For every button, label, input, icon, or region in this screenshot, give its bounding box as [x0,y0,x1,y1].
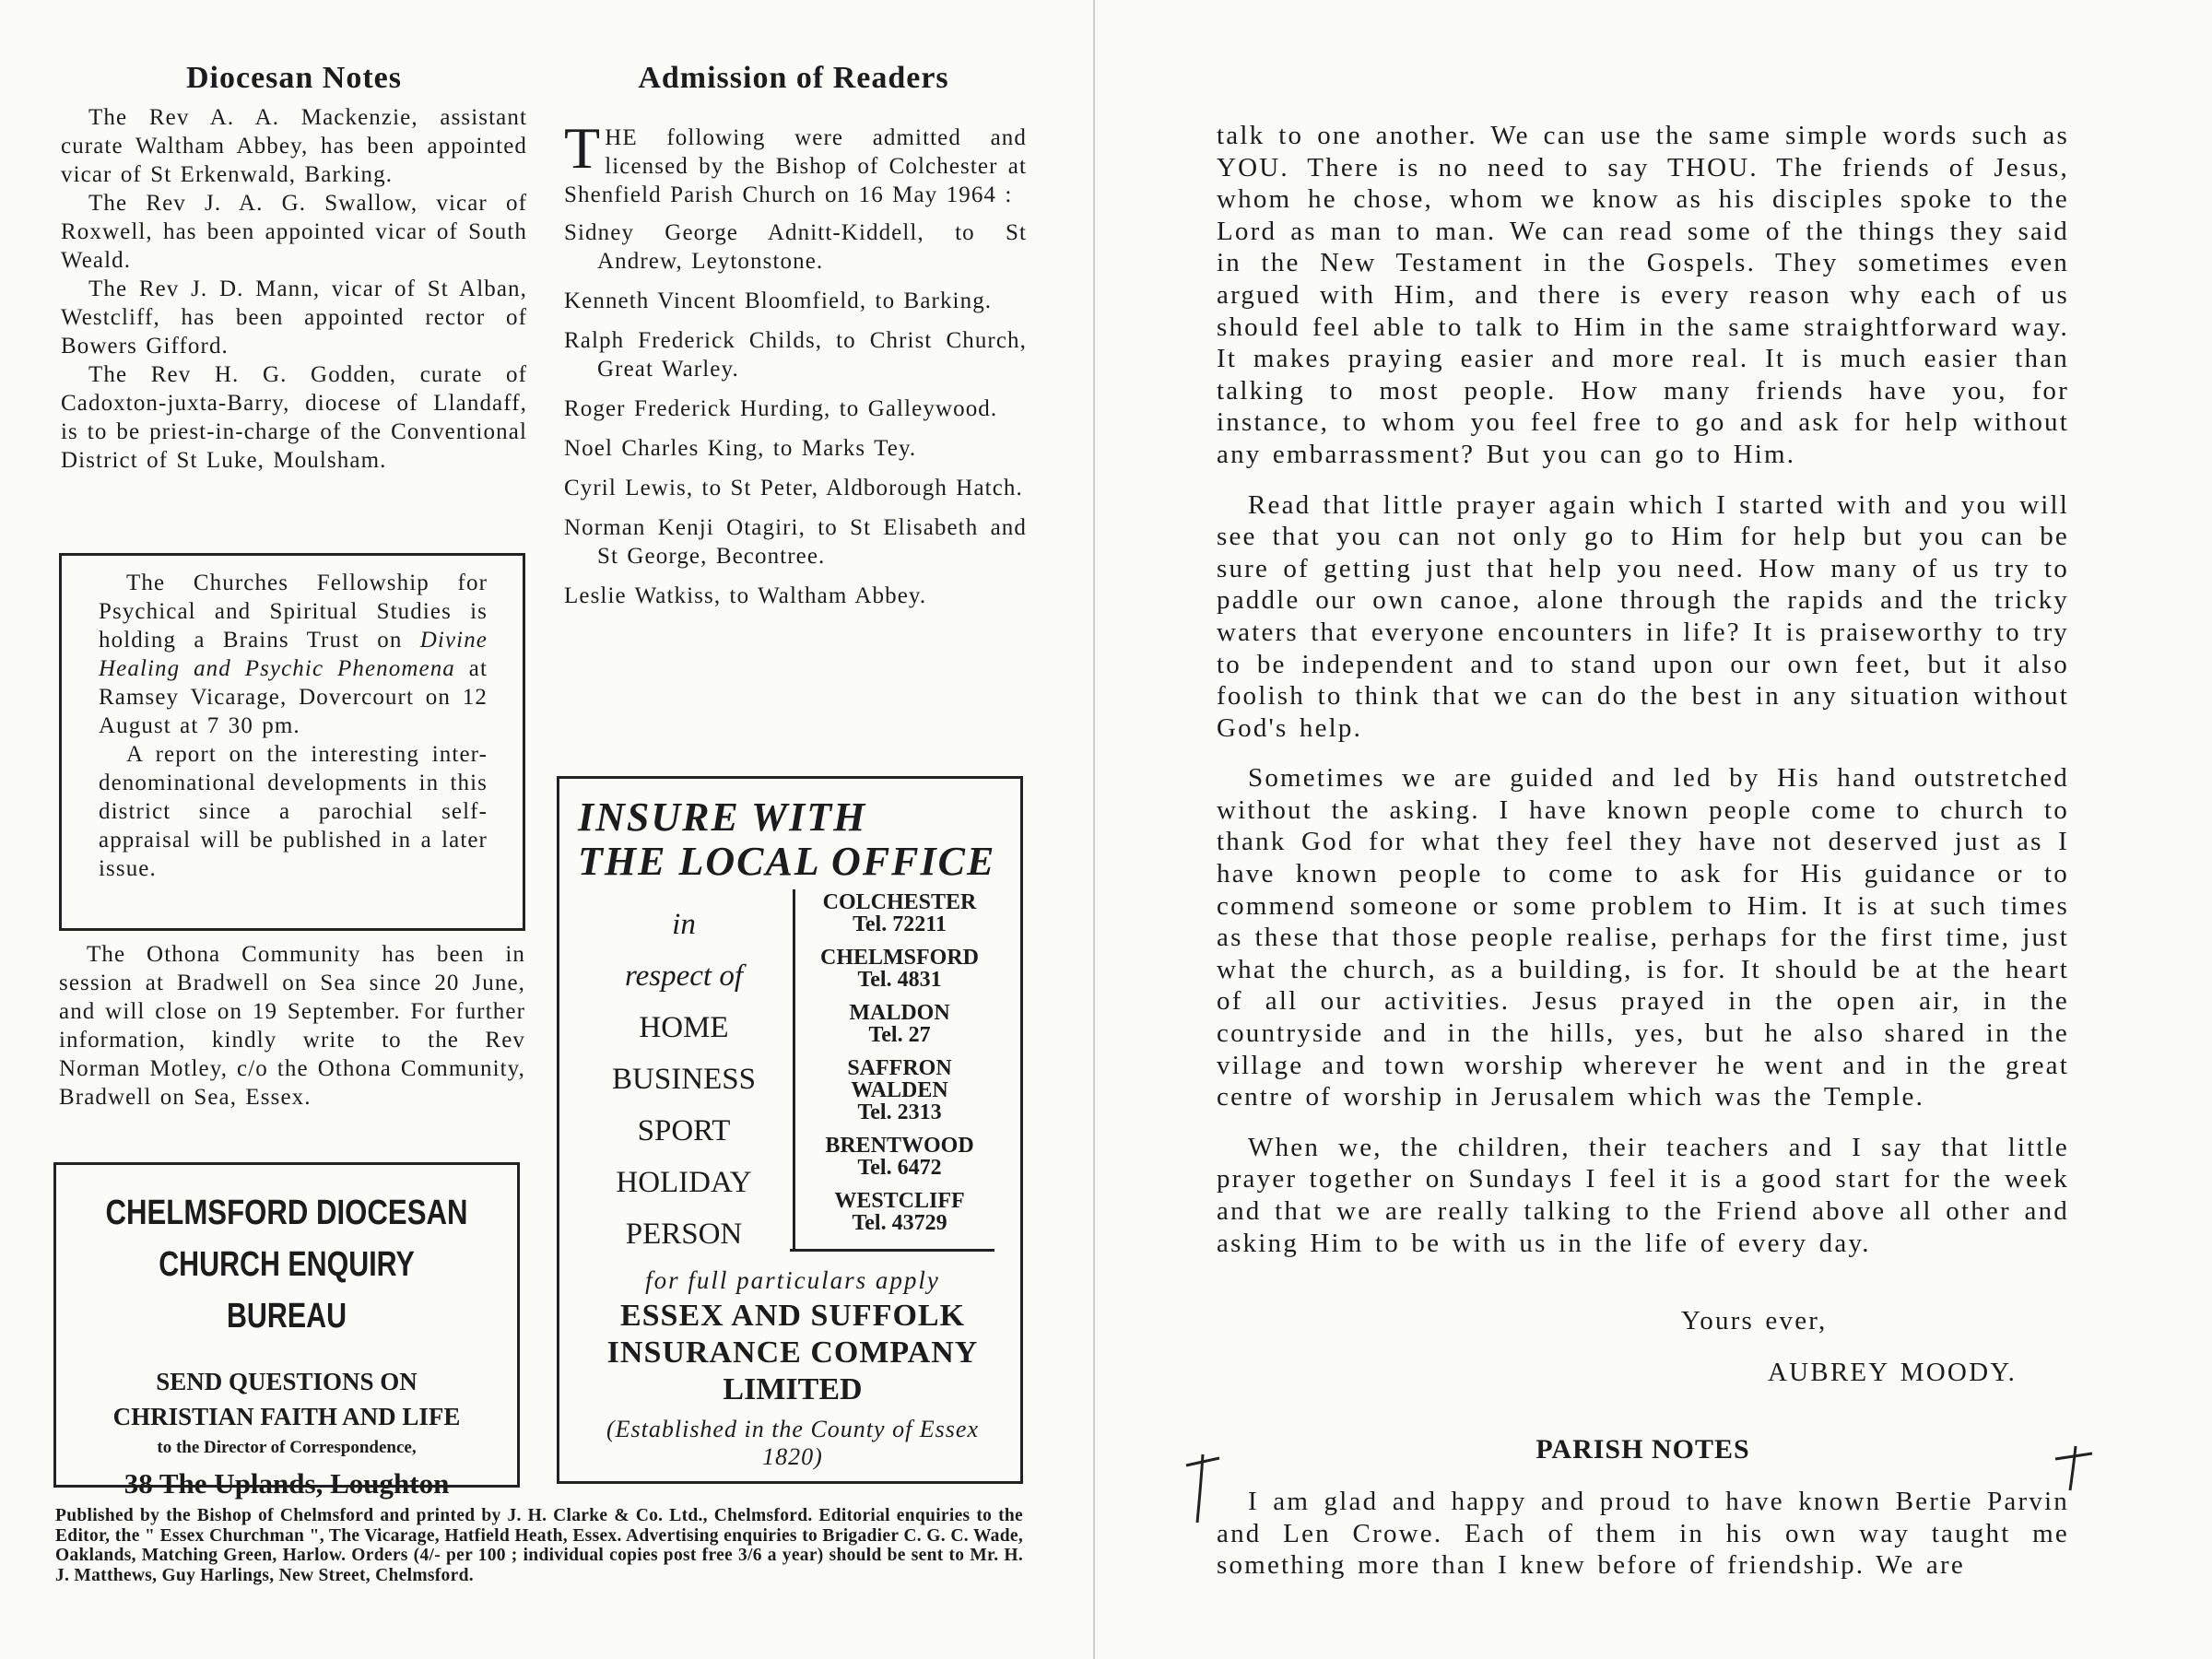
office: MALDON Tel. 27 [849,1001,950,1047]
reader-item: Leslie Watkiss, to Waltham Abbey. [564,583,927,608]
page-gutter [1093,0,1095,1659]
office-list [797,891,1002,1234]
drop-cap: T [564,115,602,181]
office: BRENTWOOD Tel. 6472 [825,1134,974,1180]
office: WESTCLIFF Tel. 43729 [834,1189,965,1235]
fellowship-notice-box [59,553,525,931]
reader-item: Kenneth Vincent Bloomfield, to Barking. [564,288,993,313]
publisher-footer: Published by the Bishop of Chelmsford and printed by J. H. Clarke & Co. Ltd., Chelmsford. Editorial enquiries to the Editor, the " Essex Churchman ", The Vicarage, Hatfield Heath, Essex. Advertising enquiries to Brigadier C. G. C. Wade, Oaklands, Matching Green, Harlow. Orders (4/- per 100 ; individual copies post free 3/6 a year) should be sent to Mr. H. J. Matthews, Guy Harlings, New Street, Chelmsford. [55,1506,1023,1585]
letter-signature: AUBREY MOODY. [1768,1358,2018,1387]
parish-notes-body: I am glad and happy and proud to have known Bertie Parvin and Len Crowe. Each of them in his own way taught me something more than I knew before of friendship. We are [1217,1487,2069,1581]
readers-intro: THE following were admitted and licensed by the Bishop of Colchester at Shenfield Parish Church on 16 May 1964 : [564,115,1027,207]
office: SAFFRON WALDEN Tel. 2313 [847,1056,952,1124]
letter-closing: Yours ever, [1681,1306,1828,1335]
office: COLCHESTER Tel. 72211 [822,890,977,936]
reader-item: Cyril Lewis, to St Peter, Aldborough Hatch. [564,476,1023,500]
handwritten-mark-left [1175,1447,1230,1530]
letter-paragraph: Sometimes we are guided and led by His hand outstretched without the asking. I have known people come to church to thank God for what they feel they have not deserved just as I have known people to come to ask for His guidance or to commend someone or some problem to Him. It is at such times as these that those people realise, perhaps for the first time, just what the church, as a building, is for. It should be at the heart of all our activities. Jesus prayed in the open air, in the countryside and in the hills, yes, but he also shared in the village and town worship wherever he went and in the great centre of worship in Jerusalem which was the Temple. [1217,763,2069,1112]
admission-readers-title: Admission of Readers [638,61,949,95]
bureau-line4: CHRISTIAN FAITH AND LIFE [112,1403,461,1430]
insurance-type: SPORT [637,1114,731,1147]
office-underline [790,1249,994,1252]
note-paragraph: The Rev A. A. Mackenzie, assistant curate Waltham Abbey, has been appointed vicar of St Erkenwald, Barking. [61,105,527,187]
bureau-line3: SEND QUESTIONS ON [156,1368,418,1395]
bureau-name-line1: CHELMSFORD DIOCESAN [105,1194,468,1232]
reader-item: Ralph Frederick Childs, to Christ Church, Great Warley. [564,328,1027,382]
bureau-line5: to the Director of Correspondence, [157,1438,417,1457]
othona-notice: The Othona Community has been in session at Bradwell on Sea since 20 June, and will close on 19 September. For further information, kindly write to the Rev Norman Motley, c/o the Othona Community, Bradwell on Sea, Essex. [59,942,525,1110]
diocesan-notes-title: Diocesan Notes [185,61,403,95]
readers-body [564,115,1027,621]
note-paragraph: The Rev J. A. G. Swallow, vicar of Roxwell, has been appointed vicar of South Weald. [61,191,527,273]
insurance-type: HOME [639,1011,729,1044]
reader-item: Roger Frederick Hurding, to Galleywood. [564,396,998,421]
report-paragraph: A report on the interesting inter-denominational developments in this district since a parochial self-appraisal will be published in a later issue. [99,742,488,881]
reader-item: Norman Kenji Otagiri, to St Elisabeth and St George, Becontree. [564,515,1027,569]
office: CHELMSFORD Tel. 4831 [819,946,979,992]
bureau-name-line2: CHURCH ENQUIRY BUREAU [159,1245,415,1335]
fellowship-paragraph: The Churches Fellowship for Psychical and Spiritual Studies is holding a Brains Trust on Divine Healing and Psychic Phenomena at Ramsey Vicarage, Dovercourt on 12 August at 7 30 pm. [99,571,488,738]
letter-paragraph: When we, the children, their teachers and I say that little prayer together on Sundays I feel it is a good start for the week and that we are really talking to the Friend above all other and asking Him to be with us in the life of every day. [1217,1132,2069,1258]
handwritten-mark-right [2046,1442,2101,1498]
note-paragraph: The Rev J. D. Mann, vicar of St Alban, Westcliff, has been appointed rector of Bowers Gifford. [61,276,527,359]
event-title: Divine Healing and Psychic Phenomena [99,628,488,681]
insurance-headline: INSURE WITH THE LOCAL OFFICE [578,794,996,884]
insurance-type: PERSON [625,1218,743,1251]
parish-notes-title: PARISH NOTES [1535,1434,1750,1465]
insurance-types: in respect of HOME BUSINESS SPORT HOLIDAY PERSON [569,899,799,1260]
letter-paragraph: Read that little prayer again which I started with and you will see that you can not only go to Him for help but you can be sure of getting just that help you need. How many of us try to paddle our own canoe, alone through the rapids and the tricky waters that everyone encounters in life? It is praiseworthy to try to be independent and to stand upon our own feet, but it also foolish to think that we can do the best in any situation without God's help. [1217,489,2069,743]
insurance-company: for full particulars apply ESSEX AND SUFFOLK INSURANCE COMPANY LIMITED (Established in the County of Essex 1820) [606,1266,979,1470]
insurance-type: BUSINESS [612,1063,756,1096]
letter-paragraph: talk to one another. We can use the same simple words such as YOU. There is no need to say THOU. The friends of Jesus, whom he chose, whom we know as his disciples spoke to the Lord as man to man. We can read some of the things they said in the New Testament in the Gospels. They sometimes even argued with Him, and there is every reason why each of us should feel able to talk to Him in the same straightforward way. It makes praying easier and more real. It is much easier than talking to most people. How many friends have you, for instance, to whom you feel free to go and ask for help without any embarrassment? But you can go to Him. [1217,121,2069,469]
insurance-ad [557,776,1023,1484]
reader-item: Sidney George Adnitt-Kiddell, to St Andrew, Leytonstone. [564,220,1027,274]
diocesan-notes-body [61,103,527,475]
bureau-address: 38 The Uplands, Loughton [124,1467,450,1500]
note-paragraph: The Rev H. G. Godden, curate of Cadoxton-juxta-Barry, diocese of Llandaff, is to be priest-in-charge of the Conventional District of St Luke, Moulsham. [61,362,527,473]
reader-item: Noel Charles King, to Marks Tey. [564,436,917,461]
enquiry-bureau-ad [53,1162,520,1500]
letter-body [1217,120,2069,1277]
office-divider [793,889,795,1249]
insurance-type: HOLIDAY [616,1166,752,1199]
